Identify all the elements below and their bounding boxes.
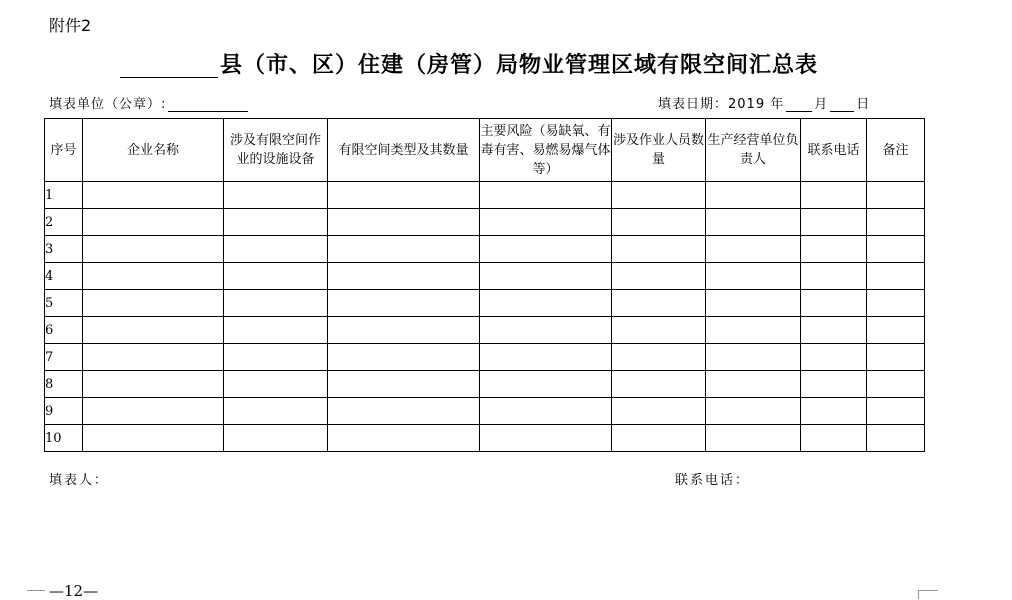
table-row [45,263,925,290]
row-seq-cell: 6 [45,317,83,344]
table-cell[interactable] [867,344,925,371]
table-cell[interactable] [867,398,925,425]
table-cell[interactable] [612,317,706,344]
table-cell[interactable] [328,317,480,344]
table-cell[interactable] [801,236,867,263]
header-seq: 序号 [45,119,83,182]
table-cell[interactable] [801,290,867,317]
summary-table [44,118,925,452]
table-cell[interactable] [224,182,328,209]
table-cell[interactable] [224,371,328,398]
table-cell[interactable] [706,398,801,425]
header-remarks: 备注 [867,119,925,182]
header-main-risk: 主要风险（易缺氧、有毒有害、易燃易爆气体等） [480,119,612,182]
table-cell[interactable] [867,317,925,344]
day-label: 日 [856,97,871,112]
table-cell[interactable] [480,182,612,209]
phone-label: 联系电话： [675,473,751,488]
table-row [45,236,925,263]
table-cell[interactable] [612,236,706,263]
crop-mark-left [27,590,45,591]
table-cell[interactable] [801,398,867,425]
table-cell[interactable] [867,263,925,290]
table-cell[interactable] [801,317,867,344]
table-cell[interactable] [224,236,328,263]
table-cell[interactable] [801,371,867,398]
row-seq-cell: 9 [45,398,83,425]
table-cell[interactable] [328,263,480,290]
crop-mark-right [918,590,938,591]
table-row [45,317,925,344]
table-cell[interactable] [801,263,867,290]
table-cell[interactable] [706,371,801,398]
title-row [120,48,818,78]
table-cell[interactable] [83,371,224,398]
table-cell[interactable] [224,263,328,290]
table-cell[interactable] [480,209,612,236]
header-facilities: 涉及有限空间作业的设施设备 [224,119,328,182]
table-cell[interactable] [224,317,328,344]
table-cell[interactable] [83,209,224,236]
row-seq-cell: 5 [45,290,83,317]
table-cell[interactable] [83,263,224,290]
table-cell[interactable] [224,425,328,452]
fill-unit-line [49,93,248,112]
header-worker-count: 涉及作业人员数量 [612,119,706,182]
table-cell[interactable] [224,398,328,425]
table-cell[interactable] [328,209,480,236]
table-row [45,182,925,209]
table-cell[interactable] [83,398,224,425]
table-cell[interactable] [328,371,480,398]
table-cell[interactable] [867,371,925,398]
table-cell[interactable] [706,317,801,344]
page-title: 县（市、区）住建（房管）局物业管理区域有限空间汇总表 [220,52,819,78]
table-cell[interactable] [867,209,925,236]
table-row [45,209,925,236]
table-cell[interactable] [480,236,612,263]
table-cell[interactable] [706,290,801,317]
page-number: —12— [49,582,99,600]
table-cell[interactable] [706,236,801,263]
table-cell[interactable] [706,182,801,209]
table-cell[interactable] [612,371,706,398]
table-cell[interactable] [801,344,867,371]
table-cell[interactable] [480,344,612,371]
table-row [45,371,925,398]
table-body [45,182,925,452]
table-cell[interactable] [612,182,706,209]
table-cell[interactable] [867,290,925,317]
table-cell[interactable] [706,425,801,452]
table-cell[interactable] [83,182,224,209]
header-company-name: 企业名称 [83,119,224,182]
table-cell[interactable] [867,425,925,452]
table-cell[interactable] [612,398,706,425]
table-cell[interactable] [328,290,480,317]
row-seq-cell: 2 [45,209,83,236]
table-row [45,425,925,452]
table-cell[interactable] [801,182,867,209]
table-cell[interactable] [480,290,612,317]
table-cell[interactable] [612,290,706,317]
row-seq-cell: 1 [45,182,83,209]
table-cell[interactable] [480,425,612,452]
header-responsible-person: 生产经营单位负责人 [706,119,801,182]
table-cell[interactable] [224,209,328,236]
table-cell[interactable] [480,317,612,344]
table-cell[interactable] [867,182,925,209]
table-cell[interactable] [224,290,328,317]
filler-label: 填表人： [49,473,110,488]
fill-date-line [658,93,870,112]
table-cell[interactable] [83,425,224,452]
table-cell[interactable] [83,344,224,371]
table-cell[interactable] [612,209,706,236]
table-cell[interactable] [801,209,867,236]
fill-date-label: 填表日期：2019 年 [658,97,785,112]
row-seq-cell: 7 [45,344,83,371]
table-cell[interactable] [328,182,480,209]
header-phone: 联系电话 [801,119,867,182]
table-cell[interactable] [801,425,867,452]
table-row [45,290,925,317]
attachment-label: 附件2 [49,16,92,35]
month-blank [786,97,812,112]
table-cell[interactable] [328,344,480,371]
table-cell[interactable] [328,236,480,263]
table-cell[interactable] [612,263,706,290]
fill-unit-label: 填表单位（公章）: [49,97,167,112]
crop-mark-right-vertical [918,590,919,599]
row-seq-cell: 10 [45,425,83,452]
table-cell[interactable] [867,236,925,263]
row-seq-cell: 4 [45,263,83,290]
table-cell[interactable] [480,398,612,425]
table-row [45,398,925,425]
table-cell[interactable] [706,263,801,290]
table-row [45,344,925,371]
table-cell[interactable] [328,425,480,452]
row-seq-cell: 8 [45,371,83,398]
header-row [45,119,925,182]
fill-unit-blank [168,97,248,112]
table-cell[interactable] [83,290,224,317]
table-cell[interactable] [612,344,706,371]
table-cell[interactable] [83,317,224,344]
month-label: 月 [814,97,829,112]
county-blank [120,53,218,78]
table-cell[interactable] [612,425,706,452]
table-cell[interactable] [328,398,480,425]
header-space-type: 有限空间类型及其数量 [328,119,480,182]
row-seq-cell: 3 [45,236,83,263]
table-cell[interactable] [83,236,224,263]
table-cell[interactable] [706,209,801,236]
day-blank [830,97,854,112]
table-cell[interactable] [706,344,801,371]
table-cell[interactable] [480,371,612,398]
table-cell[interactable] [224,344,328,371]
table-cell[interactable] [480,263,612,290]
